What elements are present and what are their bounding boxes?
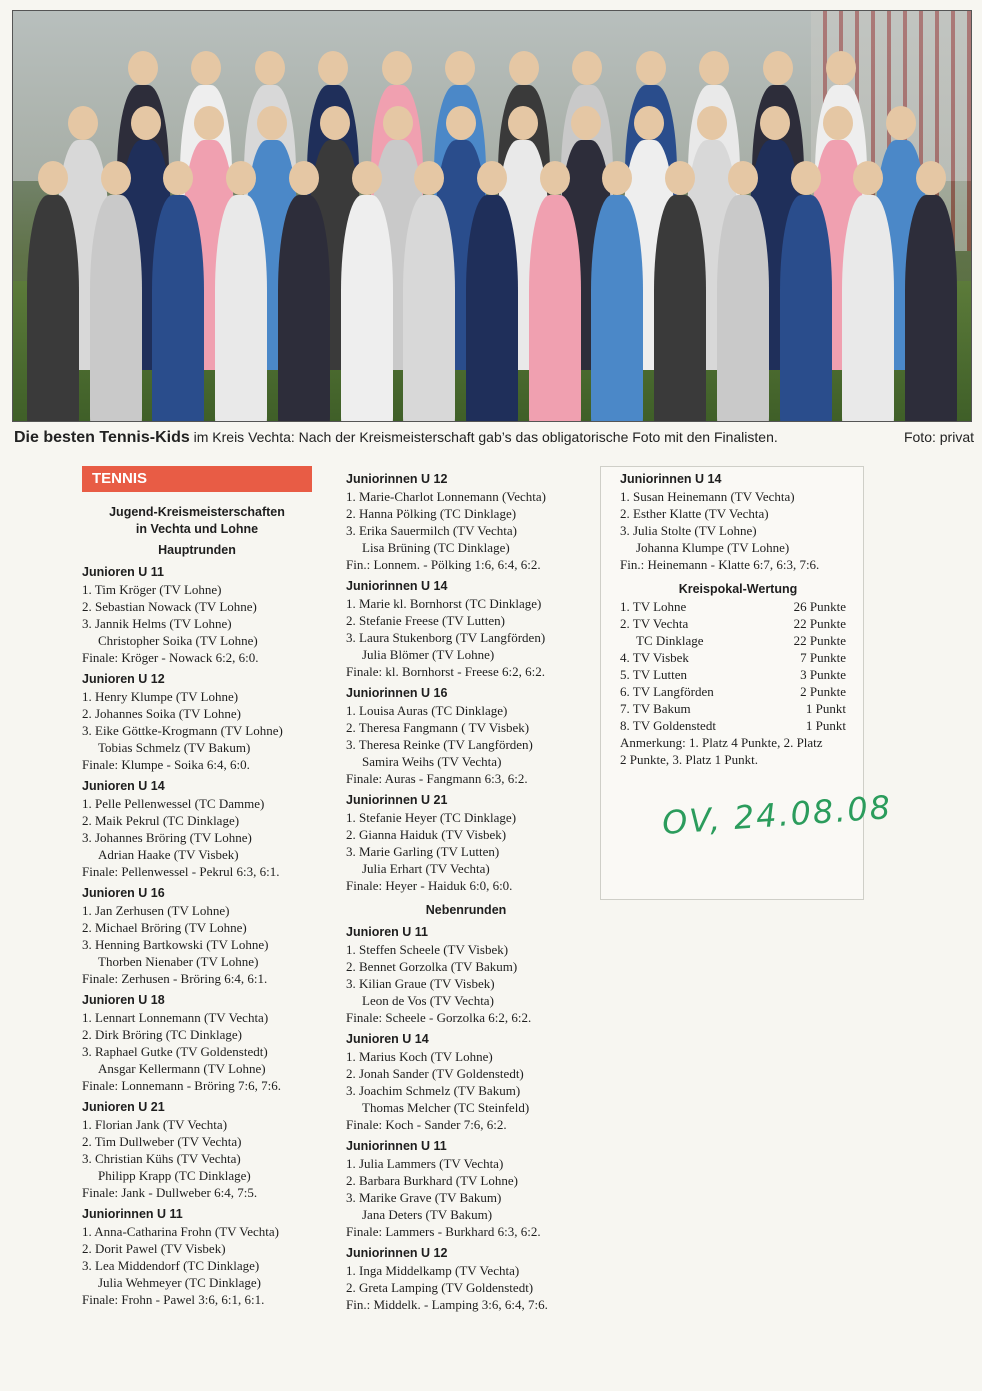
result-line: 2. Theresa Fangmann ( TV Visbek) [346,720,530,735]
group-photo [12,10,972,422]
pokal-team: 6. TV Langförden [620,684,714,699]
photo-person-head [38,161,68,195]
photo-person-head [101,161,131,195]
finale-line: Finale: Kröger - Nowack 6:2, 6:0. [82,650,259,665]
result-line: 3. Lea Middendorf (TC Dinklage) [82,1258,260,1273]
photo-person-head [916,161,946,195]
photo-person [90,195,142,422]
results-list [620,471,856,573]
photo-person [591,195,643,422]
result-line: 3. Julia Stolte (TV Lohne) [620,523,757,538]
section-title: Junioren U 18 [82,993,165,1007]
finale-line: Finale: Lonnemann - Bröring 7:6, 7:6. [82,1078,281,1093]
photo-person-head [791,161,821,195]
photo-person-head [823,106,853,140]
pokal-points: 3 Punkte [800,667,846,682]
section-title: Junioren U 12 [82,672,165,686]
photo-person-head [509,51,539,85]
photo-credit: Foto: privat [903,429,974,445]
photo-person [152,195,204,422]
pokal-row [620,700,846,717]
result-line-shared-third: Adrian Haake (TV Visbek) [98,847,239,862]
pokal-row [620,683,846,700]
photo-person-head [699,51,729,85]
photo-caption [14,429,974,447]
photo-person-head [540,161,570,195]
finale-line: Finale: Zerhusen - Bröring 6:4, 6:1. [82,971,268,986]
photo-person-head [446,106,476,140]
section-title: Juniorinnen U 12 [346,1246,448,1260]
photo-person-head [320,106,350,140]
photo-person [27,195,79,422]
pokal-row [620,615,846,632]
result-line: 1. Marie kl. Bornhorst (TC Dinklage) [346,596,542,611]
photo-person-head [257,106,287,140]
result-line: 2. Barbara Burkhard (TV Lohne) [346,1173,518,1188]
finale-line: Finale: Pellenwessel - Pekrul 6:3, 6:1. [82,864,280,879]
result-line: 1. Anna-Catharina Frohn (TV Vechta) [82,1224,279,1239]
heading-nebenrunden: Nebenrunden [425,903,507,917]
photo-person-head [477,161,507,195]
result-line: 3. Henning Bartkowski (TV Lohne) [82,937,269,952]
pokal-team: 7. TV Bakum [620,701,691,716]
result-line: 1. Tim Kröger (TV Lohne) [82,582,222,597]
result-line-shared-third: Julia Wehmeyer (TC Dinklage) [98,1275,261,1290]
section-title: Junioren U 16 [82,886,165,900]
photo-person [842,195,894,422]
pokal-row [620,649,846,666]
result-line: 2. Gianna Haiduk (TV Visbek) [346,827,507,842]
result-line-shared-third: Thomas Melcher (TC Steinfeld) [362,1100,530,1115]
result-line: 2. Maik Pekrul (TC Dinklage) [82,813,240,828]
photo-person-head [226,161,256,195]
result-line: 2. Stefanie Freese (TV Lutten) [346,613,505,628]
photo-person [466,195,518,422]
result-line: 1. Florian Jank (TV Vechta) [82,1117,228,1132]
result-line: 3. Eike Göttke-Krogmann (TV Lohne) [82,723,283,738]
photo-person [654,195,706,422]
section-title: Junioren U 11 [82,565,164,579]
result-line-shared-third: Christopher Soika (TV Lohne) [98,633,258,648]
result-line: 1. Marie-Charlot Lonnemann (Vechta) [346,489,546,504]
photo-person-head [665,161,695,195]
photo-person [717,195,769,422]
result-line: 3. Joachim Schmelz (TV Bakum) [346,1083,521,1098]
photo-person-head [572,51,602,85]
pokal-table [620,598,856,734]
pokal-row [620,598,846,615]
result-line: 1. Lennart Lonnemann (TV Vechta) [82,1010,269,1025]
result-line: 2. Hanna Pölking (TC Dinklage) [346,506,517,521]
finale-line: Finale: Auras - Fangmann 6:3, 6:2. [346,771,528,786]
section-title: Junioren U 14 [82,779,165,793]
finale-line: Finale: Lammers - Burkhard 6:3, 6:2. [346,1224,541,1239]
photo-person-head [697,106,727,140]
result-line-shared-third: Tobias Schmelz (TV Bakum) [98,740,251,755]
result-line: 1. Louisa Auras (TC Dinklage) [346,703,508,718]
photo-person-head [289,161,319,195]
result-line: 2. Tim Dullweber (TV Vechta) [82,1134,242,1149]
result-line: 1. Pelle Pellenwessel (TC Damme) [82,796,265,811]
section-title: Juniorinnen U 21 [346,793,448,807]
pokal-row [620,717,846,734]
result-line: 1. Inga Middelkamp (TV Vechta) [346,1263,520,1278]
result-line: 2. Jonah Sander (TV Goldenstedt) [346,1066,524,1081]
result-line: 1. Susan Heinemann (TV Vechta) [620,489,795,504]
result-line: 1. Jan Zerhusen (TV Lohne) [82,903,230,918]
photo-person [278,195,330,422]
handwritten-note: OV, 24.08.08 [660,788,894,842]
result-line: 1. Julia Lammers (TV Vechta) [346,1156,504,1171]
pokal-team: TC Dinklage [636,633,704,648]
photo-person [215,195,267,422]
result-line: 2. Esther Klatte (TV Vechta) [620,506,769,521]
finale-line: Fin.: Heinemann - Klatte 6:7, 6:3, 7:6. [620,557,820,572]
pokal-points: 7 Punkte [800,650,846,665]
result-line: 1. Marius Koch (TV Lohne) [346,1049,493,1064]
column-2 [346,466,586,1313]
note-line-2: 2 Punkte, 3. Platz 1 Punkt. [620,752,758,767]
caption-bold: Die besten Tennis-Kids [14,429,190,446]
results-list [346,924,586,1313]
photo-person-head [352,161,382,195]
section-title: Juniorinnen U 14 [620,472,722,486]
result-line: 1. Steffen Scheele (TV Visbek) [346,942,509,957]
pokal-points: 1 Punkt [805,718,846,733]
pokal-team: 2. TV Vechta [620,616,689,631]
result-line: 2. Johannes Soika (TV Lohne) [82,706,241,721]
heading-1: Jugend-Kreismeisterschaften [109,505,285,519]
photo-person-head [382,51,412,85]
result-line: 3. Marike Grave (TV Bakum) [346,1190,502,1205]
section-tag: TENNIS [82,466,312,492]
finale-line: Finale: Heyer - Haiduk 6:0, 6:0. [346,878,513,893]
column-3 [620,466,856,768]
result-line: 3. Johannes Bröring (TV Lohne) [82,830,252,845]
result-line: 2. Bennet Gorzolka (TV Bakum) [346,959,518,974]
section-title: Juniorinnen U 12 [346,472,448,486]
pokal-points: 22 Punkte [793,616,846,631]
pokal-team: 5. TV Lutten [620,667,688,682]
photo-person-head [763,51,793,85]
pokal-team: 8. TV Goldenstedt [620,718,716,733]
photo-person-head [760,106,790,140]
finale-line: Finale: Koch - Sander 7:6, 6:2. [346,1117,507,1132]
caption-text: im Kreis Vechta: Nach der Kreismeisterschaft gab’s das obligatorische Foto mit den Finalisten. [189,429,778,445]
result-line: 2. Michael Bröring (TV Lohne) [82,920,247,935]
photo-person-head [194,106,224,140]
result-line: 3. Marie Garling (TV Lutten) [346,844,500,859]
result-line-shared-third: Thorben Nienaber (TV Lohne) [98,954,259,969]
pokal-points: 2 Punkte [800,684,846,699]
result-line-shared-third: Julia Erhart (TV Vechta) [362,861,490,876]
results-list [82,564,312,1308]
result-line: 2. Sebastian Nowack (TV Lohne) [82,599,257,614]
pokal-points: 26 Punkte [793,599,846,614]
pokal-points: 1 Punkt [805,701,846,716]
result-line-shared-third: Leon de Vos (TV Vechta) [362,993,494,1008]
photo-person-head [128,51,158,85]
section-title: Juniorinnen U 16 [346,686,448,700]
pokal-row [620,632,846,649]
result-line-shared-third: Lisa Brüning (TC Dinklage) [362,540,510,555]
finale-line: Fin.: Lonnem. - Pölking 1:6, 6:4, 6:2. [346,557,541,572]
heading-2: in Vechta und Lohne [135,522,259,536]
finale-line: Fin.: Middelk. - Lamping 3:6, 6:4, 7:6. [346,1297,548,1312]
result-line: 2. Greta Lamping (TV Goldenstedt) [346,1280,534,1295]
pokal-team: 1. TV Lohne [620,599,687,614]
section-title: Junioren U 11 [346,925,428,939]
result-line: 3. Kilian Graue (TV Visbek) [346,976,495,991]
section-title: Junioren U 14 [346,1032,429,1046]
result-line: 3. Theresa Reinke (TV Langförden) [346,737,533,752]
result-line: 1. Henry Klumpe (TV Lohne) [82,689,239,704]
note-line-1: Anmerkung: 1. Platz 4 Punkte, 2. Platz [620,735,823,750]
result-line: 3. Erika Sauermilch (TV Vechta) [346,523,517,538]
photo-person [341,195,393,422]
heading-kreispokal: Kreispokal-Wertung [678,582,798,596]
photo-person [403,195,455,422]
photo-person-head [68,106,98,140]
pokal-team: 4. TV Visbek [620,650,689,665]
finale-line: Finale: Scheele - Gorzolka 6:2, 6:2. [346,1010,532,1025]
pokal-row [620,666,846,683]
section-title: Juniorinnen U 11 [82,1207,183,1221]
result-line: 3. Jannik Helms (TV Lohne) [82,616,232,631]
result-line-shared-third: Samira Weihs (TV Vechta) [362,754,502,769]
section-title: Juniorinnen U 14 [346,579,448,593]
photo-person [780,195,832,422]
photo-person [905,195,957,422]
column-1 [82,466,312,1308]
result-line-shared-third: Johanna Klumpe (TV Lohne) [636,540,790,555]
pokal-points: 22 Punkte [793,633,846,648]
result-line: 3. Laura Stukenborg (TV Langförden) [346,630,546,645]
result-line-shared-third: Jana Deters (TV Bakum) [362,1207,493,1222]
photo-person-head [383,106,413,140]
result-line: 2. Dirk Bröring (TC Dinklage) [82,1027,242,1042]
result-line-shared-third: Julia Blömer (TV Lohne) [362,647,495,662]
finale-line: Finale: Frohn - Pawel 3:6, 6:1, 6:1. [82,1292,265,1307]
photo-person [529,195,581,422]
results-list [346,471,586,894]
finale-line: Finale: Jank - Dullweber 6:4, 7:5. [82,1185,258,1200]
finale-line: Finale: Klumpe - Soika 6:4, 6:0. [82,757,250,772]
heading-hauptrunden: Hauptrunden [158,543,236,557]
photo-person-head [728,161,758,195]
result-line: 3. Raphael Gutke (TV Goldenstedt) [82,1044,268,1059]
result-line-shared-third: Ansgar Kellermann (TV Lohne) [98,1061,266,1076]
photo-person-head [131,106,161,140]
result-line: 1. Stefanie Heyer (TC Dinklage) [346,810,517,825]
finale-line: Finale: kl. Bornhorst - Freese 6:2, 6:2. [346,664,545,679]
photo-person-head [636,51,666,85]
section-title: Juniorinnen U 11 [346,1139,447,1153]
result-line: 3. Christian Kühs (TV Vechta) [82,1151,241,1166]
photo-person-head [826,51,856,85]
photo-person-head [255,51,285,85]
section-title: Junioren U 21 [82,1100,165,1114]
result-line: 2. Dorit Pawel (TV Visbek) [82,1241,226,1256]
result-line-shared-third: Philipp Krapp (TC Dinklage) [98,1168,251,1183]
photo-person-head [886,106,916,140]
